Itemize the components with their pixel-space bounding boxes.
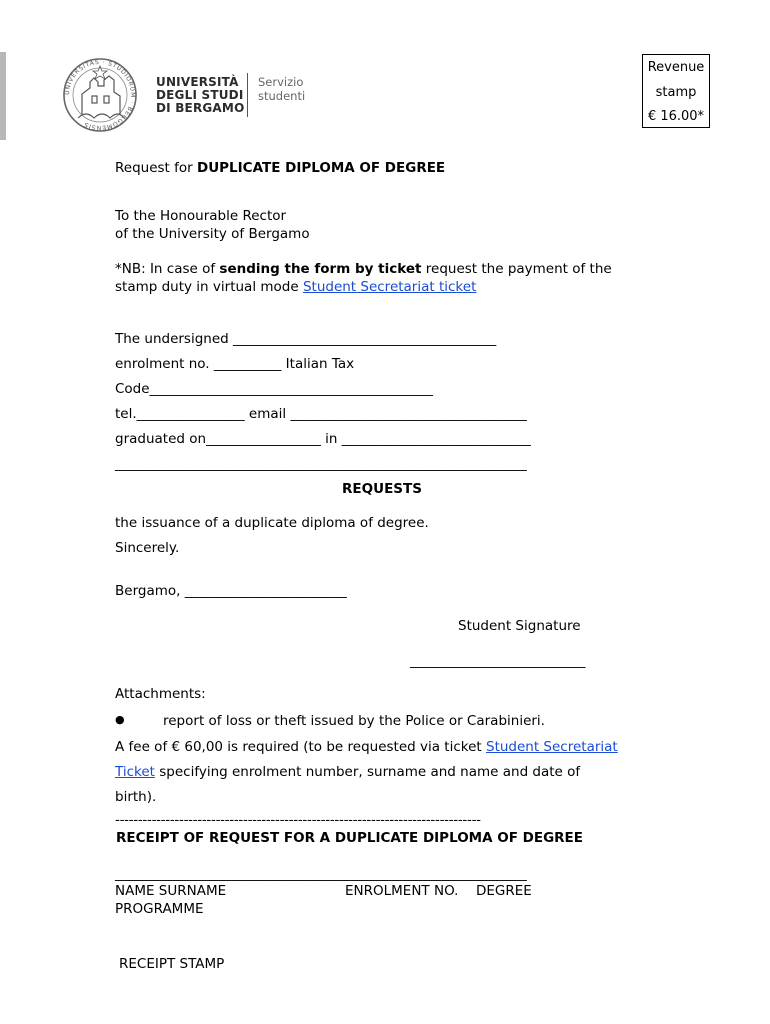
undersigned-field: The undersigned _______________________________________ — [115, 331, 497, 347]
name-surname-label: NAME SURNAME — [115, 883, 227, 899]
issuance-text: the issuance of a duplicate diploma of degree. — [115, 515, 429, 531]
tax-code-field: Code__________________________________________ — [115, 381, 434, 397]
university-seal-icon — [54, 56, 146, 134]
addressee-line-2: of the University of Bergamo — [115, 226, 310, 242]
attachment-item: report of loss or theft issued by the Police or Carabinieri. — [163, 713, 545, 729]
bullet-icon: ● — [115, 713, 125, 726]
signature-line: __________________________ — [410, 653, 586, 669]
addressee-line-1: To the Honourable Rector — [115, 208, 287, 224]
tel-email-field: tel.________________ email ___________________________________ — [115, 406, 527, 422]
student-signature-label: Student Signature — [458, 618, 581, 634]
student-secretariat-ticket-link[interactable]: Student Secretariat ticket — [302, 279, 477, 295]
receipt-rule: _____________________________________________________________ — [115, 866, 527, 882]
separator-rule: _____________________________________________________________ — [115, 456, 527, 472]
cut-line: -------------------------------------------------------------------------------- — [115, 812, 481, 828]
degree-label: DEGREE — [476, 883, 532, 899]
place-date-field: Bergamo, ________________________ — [115, 583, 347, 599]
logo-divider — [247, 73, 248, 117]
fee-ticket-link-cont[interactable]: Ticket — [115, 764, 155, 780]
fee-ticket-link[interactable]: Student Secretariat — [486, 739, 618, 755]
svg-text:UNIVERSITAS · STUDIORUM · BERG: UNIVERSITAS · STUDIORUM · BERGOMENSIS — [63, 58, 137, 132]
enrolment-field: enrolment no. __________ Italian Tax — [115, 356, 355, 372]
scroll-edge-bar — [0, 52, 6, 140]
page-title: Request for DUPLICATE DIPLOMA OF DEGREE — [115, 160, 446, 176]
revenue-stamp-box: Revenue stamp € 16.00* — [642, 54, 710, 128]
fee-text-line-3: birth). — [115, 789, 157, 805]
ticket-note-line-2: stamp duty in virtual mode Student Secretariat ticket — [115, 279, 477, 295]
programme-label: PROGRAMME — [115, 901, 204, 917]
fee-text: A fee of € 60,00 is required (to be requested via ticket Student Secretariat — [115, 739, 618, 755]
attachments-heading: Attachments: — [115, 686, 206, 702]
university-logo — [54, 56, 314, 134]
service-name: Servizio studenti — [258, 75, 306, 103]
requests-heading: REQUESTS — [342, 481, 422, 497]
sincerely-text: Sincerely. — [115, 540, 180, 556]
receipt-stamp-label: RECEIPT STAMP — [119, 956, 225, 972]
fee-text-line-2: Ticket specifying enrolment number, surname and name and date of — [115, 764, 581, 780]
university-name: UNIVERSITÀ DEGLI STUDI DI BERGAMO — [156, 75, 245, 115]
ticket-note: *NB: In case of sending the form by ticket request the payment of the — [115, 261, 612, 277]
enrolment-no-label: ENROLMENT NO. — [345, 883, 459, 899]
graduated-field: graduated on_________________ in ____________________________ — [115, 431, 531, 447]
receipt-heading: RECEIPT OF REQUEST FOR A DUPLICATE DIPLOMA OF DEGREE — [116, 830, 583, 846]
